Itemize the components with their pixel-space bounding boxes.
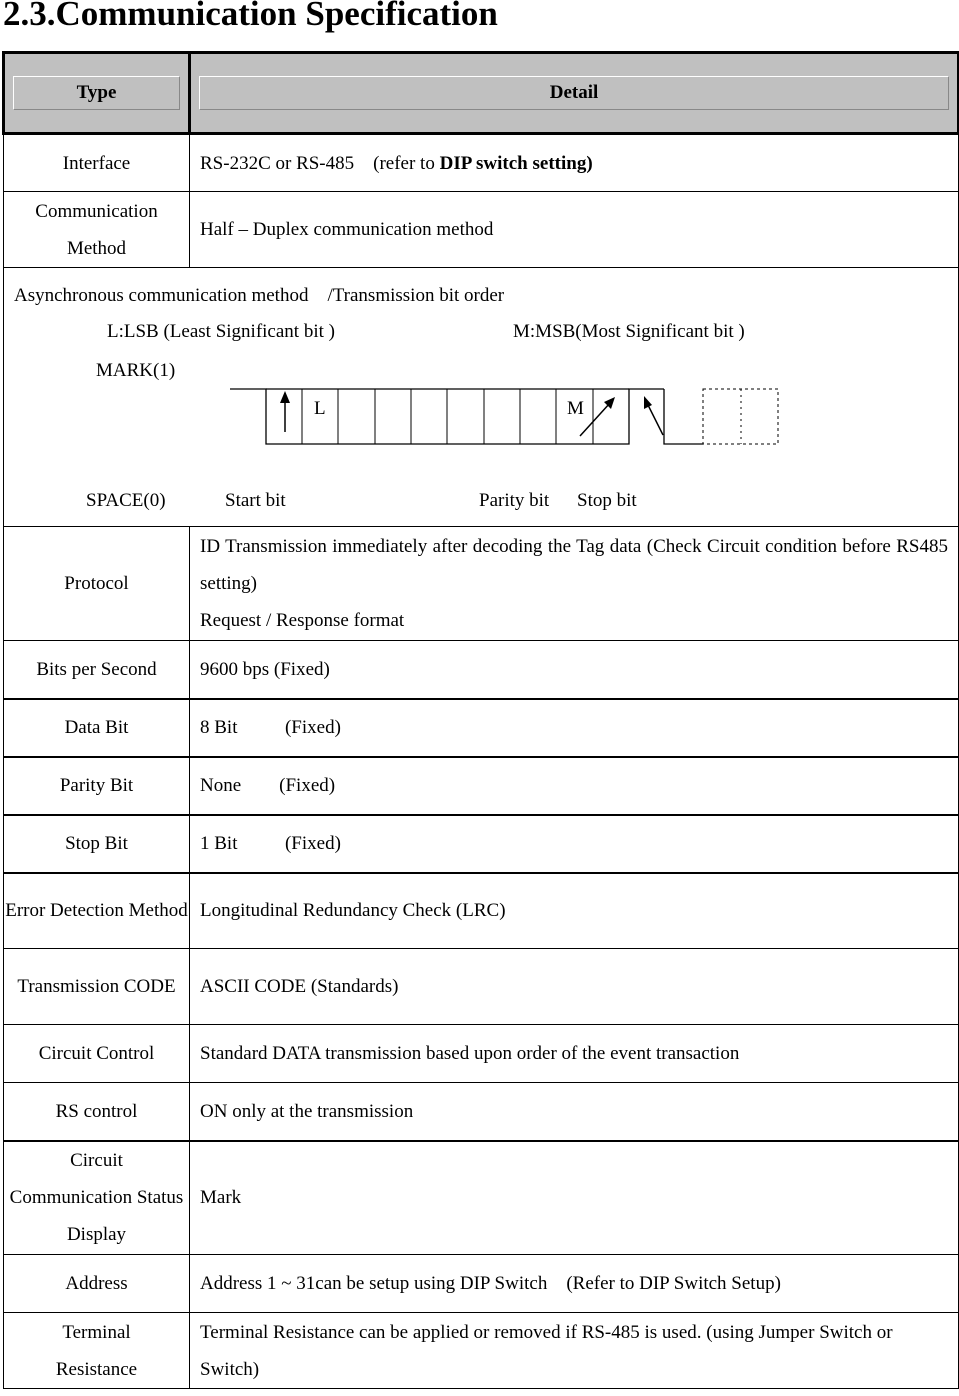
row-type: Communication Method: [4, 192, 190, 268]
table-row: [4, 815, 959, 873]
row-type: Circuit Control: [4, 1025, 190, 1083]
table-row: [4, 1255, 959, 1313]
row-detail: Mark: [190, 1141, 959, 1255]
space-label: SPACE(0): [86, 490, 166, 511]
row-type: Stop Bit: [4, 815, 190, 873]
row-type: Transmission CODE: [4, 949, 190, 1025]
row-type: Interface: [4, 134, 190, 192]
bit-l-label: L: [314, 398, 326, 419]
bit-frame-diagram: [4, 268, 957, 526]
row-detail: [190, 527, 959, 641]
row-detail: Longitudinal Redundancy Check (LRC): [190, 873, 959, 949]
row-detail: ON only at the transmission: [190, 1083, 959, 1141]
bit-order-diagram: [4, 268, 957, 526]
row-type: Address: [4, 1255, 190, 1313]
table-row: [4, 641, 959, 699]
header-detail: Detail: [199, 76, 949, 110]
async-diagram-row: [4, 268, 959, 527]
table-row: [4, 1083, 959, 1141]
table-row: [4, 873, 959, 949]
table-row: [4, 1141, 959, 1255]
lsb-legend: L:LSB (Least Significant bit ): [107, 321, 335, 342]
row-type: Bits per Second: [4, 641, 190, 699]
row-type: Protocol: [4, 527, 190, 641]
table-header-row: [4, 53, 959, 134]
row-detail: Terminal Resistance can be applied or removed if RS-485 is used. (using Jumper Switch or Switch): [190, 1313, 959, 1389]
row-detail: 8 Bit (Fixed): [190, 699, 959, 757]
row-detail: 1 Bit (Fixed): [190, 815, 959, 873]
start-bit-label: Start bit: [225, 490, 286, 511]
row-detail: None (Fixed): [190, 757, 959, 815]
protocol-detail-line2: Request / Response format: [200, 610, 405, 631]
row-detail: [190, 134, 959, 192]
table-row: [4, 134, 959, 192]
bit-m-label: M: [567, 398, 584, 419]
dip-switch-setting-link: DIP switch setting): [439, 152, 593, 174]
communication-spec-table: [2, 51, 959, 1389]
parity-bit-label: Parity bit: [479, 490, 550, 511]
async-title: Asynchronous communication method /Transmission bit order: [14, 285, 505, 306]
row-detail: 9600 bps (Fixed): [190, 641, 959, 699]
table-row: [4, 699, 959, 757]
row-detail: Address 1 ~ 31can be setup using DIP Switch (Refer to DIP Switch Setup): [190, 1255, 959, 1313]
row-type: Terminal Resistance: [4, 1313, 190, 1389]
row-type: Circuit Communication Status Display: [4, 1141, 190, 1255]
row-detail: Standard DATA transmission based upon order of the event transaction: [190, 1025, 959, 1083]
async-diagram-cell: [4, 268, 959, 527]
table-row: [4, 192, 959, 268]
mark-label: MARK(1): [96, 360, 176, 381]
page-title: 2.3.Communication Specification: [3, 0, 498, 33]
header-type: Type: [13, 76, 180, 110]
row-detail: ASCII CODE (Standards): [190, 949, 959, 1025]
header-detail-cell: [190, 53, 959, 134]
protocol-detail-line1: ID Transmission immediately after decoding the Tag data (Check Circuit condition before RS485 setting): [200, 536, 948, 594]
row-type: Error Detection Method: [4, 873, 190, 949]
msb-legend: M:MSB(Most Significant bit ): [513, 321, 745, 342]
row-type: RS control: [4, 1083, 190, 1141]
stop-bit-label: Stop bit: [577, 490, 637, 511]
interface-detail-text: RS-232C or RS-485 (refer to: [200, 152, 440, 174]
table-row: [4, 757, 959, 815]
table-row: [4, 1313, 959, 1389]
table-row: [4, 1025, 959, 1083]
row-detail: Half – Duplex communication method: [190, 192, 959, 268]
header-type-cell: [4, 53, 190, 134]
row-type: Data Bit: [4, 699, 190, 757]
row-type: Parity Bit: [4, 757, 190, 815]
table-row: [4, 949, 959, 1025]
table-row: [4, 527, 959, 641]
